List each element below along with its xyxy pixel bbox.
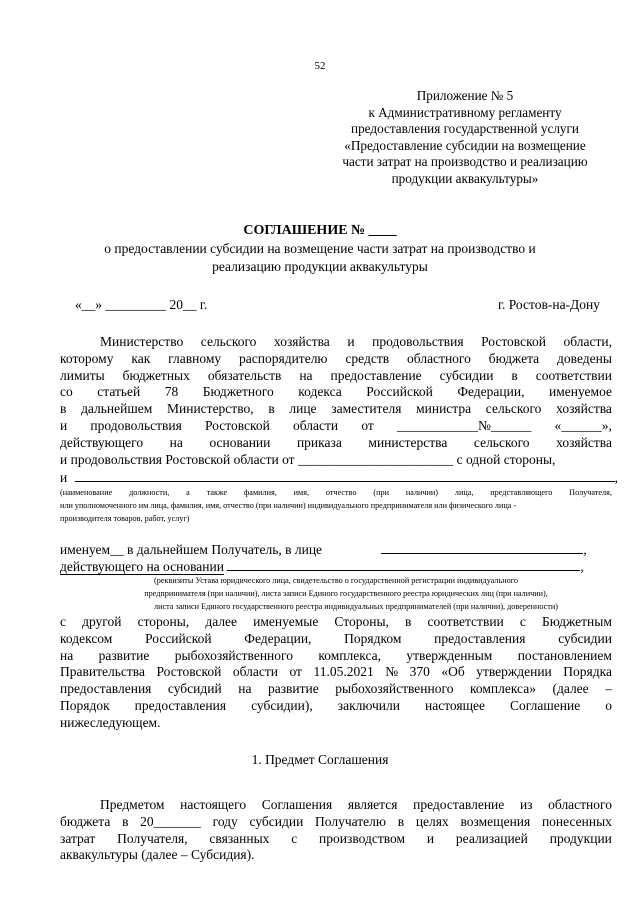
paragraph-line (60, 648, 612, 665)
word: продовольствия (372, 334, 464, 349)
word: Стороны, (334, 614, 389, 629)
word: действующего (60, 434, 144, 450)
word: из (519, 797, 533, 812)
word: 78 (164, 384, 179, 400)
section-title: 1. Предмет Соглашения (251, 752, 389, 767)
word: на (238, 681, 252, 697)
note-word: лица, (454, 488, 474, 497)
paragraph-parties (60, 614, 612, 732)
word: на (60, 647, 74, 663)
word: возмещения (460, 813, 531, 829)
word: Бюджетным (541, 614, 612, 629)
word: сельского (200, 334, 257, 349)
word: развитие (267, 681, 319, 697)
word: году (212, 813, 238, 829)
word: распорядителю (239, 350, 328, 366)
subtitle-line: реализацию продукции аквакультуры (212, 259, 428, 274)
word: с (291, 830, 298, 846)
word: сельского (485, 401, 542, 417)
word: на (169, 434, 183, 450)
word: Соглашения (261, 797, 333, 812)
representative-line: и , (60, 470, 618, 485)
basis-note (60, 574, 612, 613)
word: с (60, 614, 66, 629)
word: предоставления (134, 697, 227, 713)
word: постановлением (517, 647, 612, 663)
word: Порядка (563, 664, 612, 680)
word: № (385, 664, 399, 680)
word: Правительства (60, 664, 145, 680)
word: предоставление (413, 797, 505, 812)
note-line: листа записи Единого государственного реестра индивидуальных предпринимателей (при наличии), доверенности) (154, 602, 558, 611)
note-word: имя, (293, 488, 310, 497)
note-line (60, 512, 612, 525)
word: области (293, 417, 339, 433)
paragraph-line (60, 698, 612, 715)
word: именуемые (253, 614, 319, 629)
word: как (131, 350, 151, 366)
word: предоставления (434, 630, 526, 646)
word: в (268, 401, 275, 417)
basis-blank (227, 558, 580, 571)
recipient-blank (381, 541, 583, 554)
word: областного (407, 350, 471, 366)
word: в (122, 813, 129, 829)
word: областного (548, 797, 612, 812)
word: комплекса, (318, 647, 381, 663)
word: Получателю (315, 813, 387, 829)
basis-line: действующего на основании , (60, 559, 584, 574)
word: министра (416, 401, 472, 417)
basis-text: действующего на основании (60, 559, 224, 574)
note-word: (при (373, 488, 389, 497)
word: соответствии (427, 614, 504, 629)
word: 11.05.2021 (313, 664, 374, 680)
word: кодекса (298, 384, 342, 400)
paragraph-line (60, 797, 612, 814)
word: сельского (473, 434, 530, 450)
word: в (60, 401, 67, 417)
word: предоставление (330, 367, 422, 383)
word: Ростовской (481, 334, 546, 349)
word: предоставления (60, 681, 152, 697)
word: о (605, 697, 612, 713)
word: обязательств (207, 367, 282, 383)
word: средств (345, 350, 390, 366)
word: доведены (557, 350, 612, 366)
word: Соглашение (510, 697, 581, 713)
appendix-line: Приложение № 5 (416, 88, 514, 103)
word: утверждении (476, 664, 552, 680)
word: 20_______ (140, 813, 201, 829)
word: хозяйства (273, 334, 330, 349)
recipient-text: именуем__ в дальнейшем Получатель, в лице (60, 542, 323, 557)
subtitle-line: о предоставлении субсидии на возмещение части затрат на производство и (104, 241, 536, 256)
word: в (397, 813, 405, 829)
word: Федерации, (457, 384, 525, 400)
paragraph-line (60, 334, 612, 351)
word: лимиты (60, 367, 105, 383)
paragraph-line (60, 452, 612, 469)
note-word: (наименование (60, 488, 113, 497)
word: затрат (60, 830, 96, 846)
paragraph-line (60, 614, 612, 631)
word: в (511, 367, 518, 383)
note-line (60, 486, 612, 499)
word: комплекса» (469, 681, 536, 697)
word: Ростовской (204, 417, 270, 433)
word: субсидии (249, 813, 304, 829)
word: «Об (441, 664, 465, 680)
paragraph-line (60, 351, 612, 368)
paragraph-line (60, 401, 612, 418)
paragraph-line (60, 847, 612, 864)
appendix-line: «Предоставление субсидии на возмещение (344, 137, 586, 153)
city: г. Ростов-на-Дону (497, 297, 600, 312)
word: Предметом (100, 797, 165, 812)
word: кодексом (60, 630, 113, 646)
appendix-line: к Административному регламенту (368, 104, 562, 120)
paragraph-line (60, 681, 612, 698)
paragraph-line (60, 435, 612, 452)
note-word: а (186, 488, 190, 497)
and-word: и (60, 470, 68, 485)
word: субсидии (558, 630, 612, 646)
paragraph-line (60, 664, 612, 681)
word: производством (319, 830, 406, 846)
word: утвержденным (406, 647, 493, 663)
word: связанных (209, 830, 270, 846)
word: целях (415, 813, 449, 829)
date-line: «__» _________ 20__ г. (75, 297, 208, 312)
word: заместителя (331, 401, 402, 417)
paragraph-line (60, 631, 612, 648)
word: Бюджетного (202, 384, 274, 400)
word: с (519, 614, 526, 629)
paragraph-subject (60, 797, 612, 864)
word: и продовольствия Ростовской области от _______________________ с одной стороны, (60, 451, 556, 467)
word: (далее (552, 681, 589, 697)
word: является (347, 797, 398, 812)
paragraph-line (60, 368, 612, 385)
paragraph-line (60, 715, 612, 732)
word: Порядок (60, 697, 110, 713)
word: статьей (97, 384, 141, 400)
appendix-header (300, 88, 630, 187)
word: области, (563, 334, 612, 349)
word: «______», (554, 417, 612, 433)
note-word: также (206, 488, 228, 497)
word: именуемое (548, 384, 612, 400)
word: развитие (98, 647, 150, 663)
paragraph-ministry (60, 334, 612, 468)
note-word: Получателя, (569, 488, 612, 497)
word: субсидии), (251, 697, 313, 713)
representative-blank (75, 469, 615, 482)
word: бюджетных (122, 367, 190, 383)
word: и (347, 334, 355, 349)
word: далее (205, 614, 238, 629)
note-word: представляющего (490, 488, 553, 497)
word: министерства (368, 434, 448, 450)
word: бюджета (488, 350, 540, 366)
word: реализацией (455, 830, 528, 846)
word: субсидии (439, 367, 494, 383)
word: и (426, 830, 435, 846)
word: со (60, 384, 73, 400)
paragraph-line (60, 384, 612, 401)
appendix-line: продукции аквакультуры» (391, 170, 539, 186)
word: хозяйства (556, 401, 612, 417)
word: рыбохозяйственного (335, 681, 454, 697)
word: другой (82, 614, 122, 629)
word: Федерации, (244, 630, 312, 646)
word: понесенных (541, 813, 612, 829)
note-word: отчество (325, 488, 357, 497)
word: Министерство (100, 334, 184, 349)
word: настоящее (425, 697, 486, 713)
word: 370 (409, 664, 430, 680)
word: заключили (337, 697, 400, 713)
word: Министерство, (167, 401, 254, 417)
note-word: или уполномоченного им лица, фамилия, имя, отчество (при наличии) индивидуального предпринимателя или физического лица - (60, 501, 517, 510)
note-word: должности, (129, 488, 170, 497)
word: от (361, 417, 374, 433)
word: нижеследующем. (60, 714, 161, 730)
word: области (232, 664, 278, 680)
note-line: (реквизиты Устава юридического лица, свидетельство о государственной регистрации индивидуального (154, 576, 518, 585)
word: ____________№______ (396, 417, 532, 433)
word: хозяйства (556, 434, 612, 450)
word: – (605, 681, 612, 697)
word: Порядком (344, 630, 402, 646)
paragraph-line (60, 418, 612, 435)
word: рыбохозяйственного (174, 647, 293, 663)
word: от (289, 664, 302, 680)
page-number: 52 (314, 60, 326, 72)
word: приказа (296, 434, 342, 450)
note-line (60, 499, 612, 512)
recipient-line: именуем__ в дальнейшем Получатель, в лице , (60, 542, 587, 557)
word: Получателя, (117, 830, 188, 846)
word: продукции (549, 830, 612, 846)
word: соответствии (535, 367, 612, 383)
word: Российской (366, 384, 433, 400)
word: стороны, (137, 614, 190, 629)
appendix-line: предоставления государственной услуги (351, 121, 579, 136)
word: Ростовской (156, 664, 222, 680)
word: Российской (145, 630, 212, 646)
note-line: предпринимателя (при наличии), листа записи Единого государственного реестра юридических лиц (при наличии), (144, 589, 548, 598)
agreement-title: СОГЛАШЕНИЕ № ____ (243, 223, 397, 238)
word: в (405, 614, 412, 629)
word: настоящего (180, 797, 247, 812)
agreement-subtitle (60, 240, 580, 276)
word: бюджета (60, 813, 111, 829)
word: которому (60, 350, 114, 366)
word: дальнейшем (81, 401, 153, 417)
word: на (299, 367, 313, 383)
paragraph-line (60, 831, 612, 848)
word: продовольствия (90, 417, 182, 433)
word: основании (209, 434, 271, 450)
representative-note (60, 486, 612, 525)
word: лице (289, 401, 317, 417)
note-word: производителя товаров, работ, услуг) (60, 514, 190, 523)
word: субсидий (167, 681, 222, 697)
word: и (60, 417, 68, 433)
paragraph-line (60, 814, 612, 831)
word: главному (168, 350, 222, 366)
note-word: фамилия, (244, 488, 277, 497)
word: аквакультуры (далее – Субсидия). (60, 847, 255, 863)
appendix-line: части затрат на производство и реализацию (342, 154, 588, 169)
note-word: наличии) (405, 488, 439, 497)
